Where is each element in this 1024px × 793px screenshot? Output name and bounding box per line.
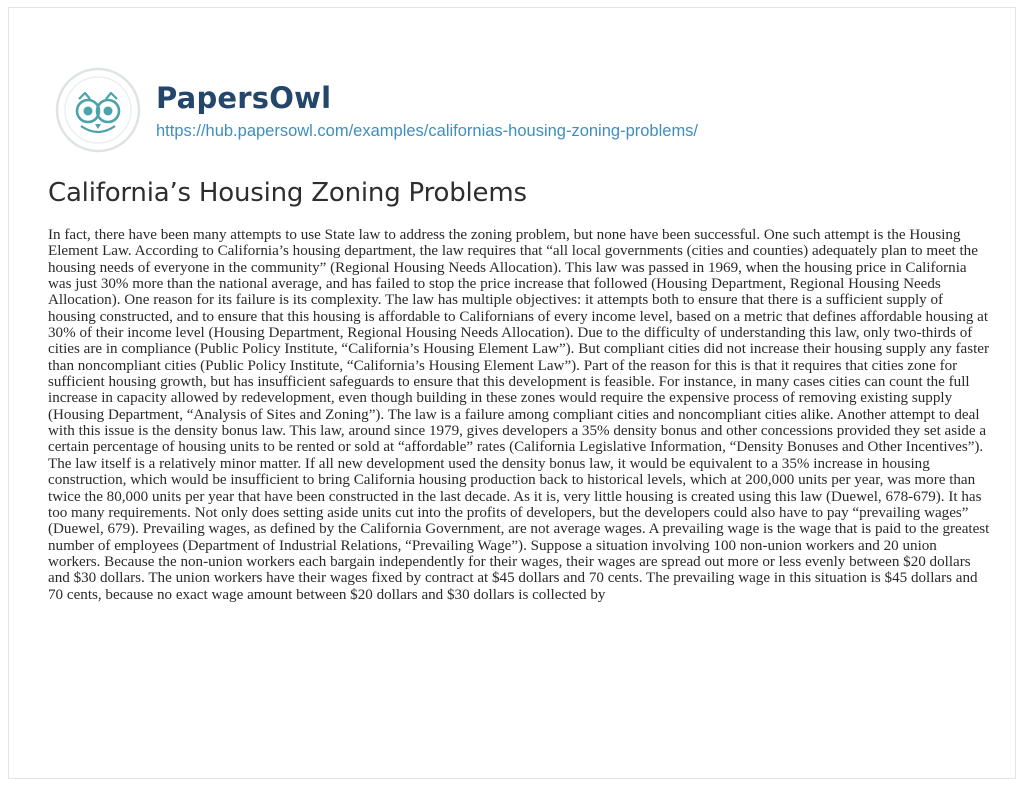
brand-block <box>156 81 698 141</box>
brand-name[interactable]: PapersOwl <box>156 81 332 115</box>
source-url-link[interactable]: https://hub.papersowl.com/examples/californias-housing-zoning-problems/ <box>156 122 699 140</box>
body-paragraph: In fact, there have been many attempts to use State law to address the zoning problem, but none have been successful. One such attempt is the Housing Element Law. According to California’s housing department, the law requires that “all local governments (cities and counties) adequately plan to meet the housing needs of everyone in the community” (Regional Housing Needs Allocation). This law was passed in 1969, when the housing price in California was just 30% more than the national average, and has failed to stop the price increase that followed (Housing Department, Regional Housing Needs Allocation). One reason for its failure is its complexity. The law has multiple objectives: it attempts both to ensure that there is a sufficient supply of housing constructed, and to ensure that this housing is affordable to Californians of every income level, based on a metric that defines affordable housing at 30% of their income level (Housing Department, Regional Housing Needs Allocation). Due to the difficulty of understanding this law, only two-thirds of cities are in compliance (Public Policy Institute, “California’s Housing Element Law”). But compliant cities did not increase their housing supply any faster than noncompliant cities (Public Policy Institute, “California’s Housing Element Law”). Part of the reason for this is that it requires that cities zone for sufficient housing growth, but has insufficient safeguards to ensure that this development is feasible. For instance, in many cases cities can count the full increase in capacity allowed by redevelopment, even though building in these zones would require the expensive process of removing existing supply (Housing Department, “Analysis of Sites and Zoning”). The law is a failure among compliant cities and noncompliant cities alike. Another attempt to deal with this issue is the density bonus law. This law, around since 1979, gives developers a 35% density bonus and other concessions provided they set aside a certain percentage of housing units to be rented or sold at “affordable” rates (California Legislative Information, “Density Bonuses and Other Incentives”). The law itself is a relatively minor matter. If all new development used the density bonus law, it would be equivalent to a 35% increase in housing construction, which would be insufficient to bring California housing production back to historical levels, which at 200,000 units per year, was more than twice the 80,000 units per year that have been constructed in the last decade. As it is, very little housing is created using this law (Duewel, 678-679). It has too many requirements. Not only does setting aside units cut into the profits of developers, but the developers could also have to pay “prevailing wages” (Duewel, 679). Prevailing wages, as defined by the California Government, are not average wages. A prevailing wage is the wage that is paid to the greatest number of employees (Department of Industrial Relations, “Prevailing Wage”). Suppose a situation involving 100 non-union workers and 20 union workers. Because the non-union workers each bargain independently for their wages, their wages are spread out more or less evenly between $20 dollars and $30 dollars. The union workers have their wages fixed by contract at $45 dollars and 70 cents. The prevailing wage in this situation is $45 dollars and 70 cents, because no exact wage amount between $20 dollars and $30 dollars is collected by <box>48 227 990 603</box>
page-title: California’s Housing Zoning Problems <box>48 178 527 208</box>
header <box>54 66 698 154</box>
document-page <box>8 7 1016 779</box>
owl-logo-icon <box>54 66 142 154</box>
